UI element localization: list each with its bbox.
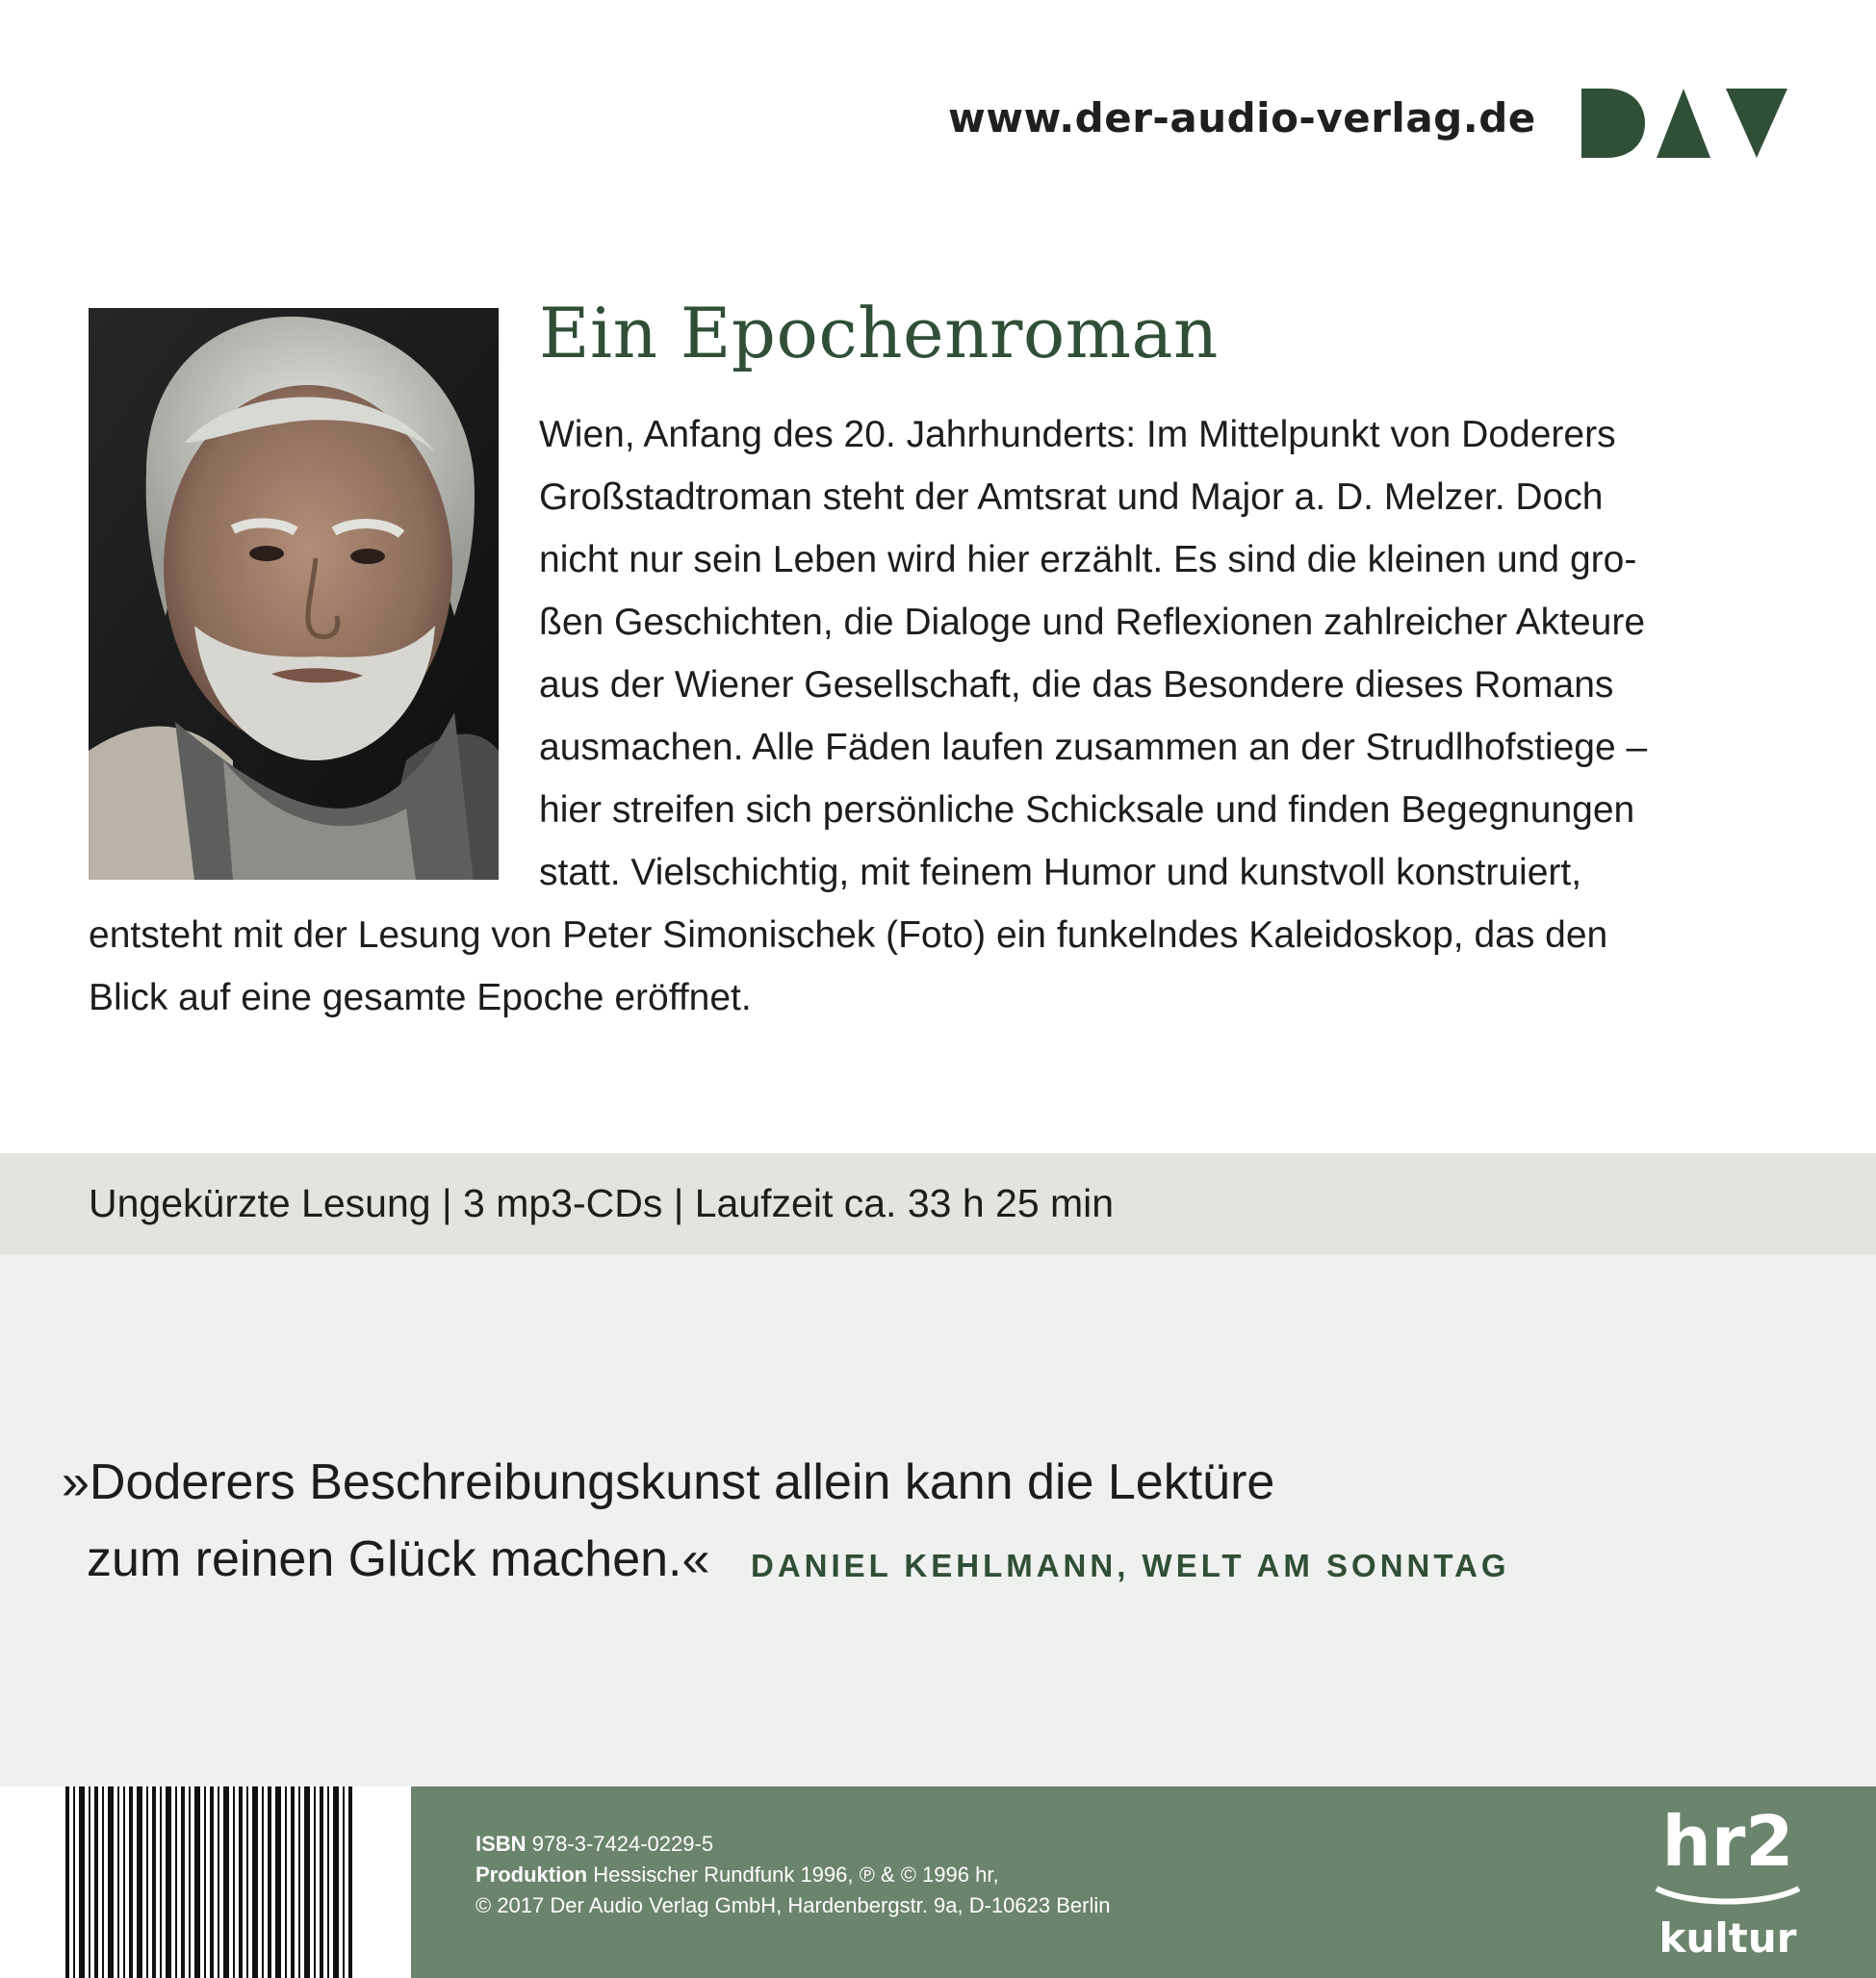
production-row — [475, 1860, 1110, 1890]
description-line: nicht nur sein Leben wird hier erzählt. Es sind die kleinen und gro- — [539, 539, 1637, 580]
quote-line-2: zum reinen Glück machen.« — [87, 1531, 710, 1587]
description-line: entsteht mit der Lesung von Peter Simonischek (Foto) ein funkelndes Kaleidoskop, das den — [89, 914, 1608, 956]
description-line: aus der Wiener Gesellschaft, die das Besondere dieses Romans — [539, 664, 1614, 706]
description-line: statt. Vielschichtig, mit feinem Humor und kunstvoll konstruiert, — [539, 852, 1582, 893]
description-line: ausmachen. Alle Fäden laufen zusammen an der Strudlhofstiege – — [539, 727, 1648, 768]
description-line: Großstadtroman steht der Amtsrat und Major a. D. Melzer. Doch — [539, 476, 1604, 518]
format-info: Ungekürzte Lesung | 3 mp3-CDs | Laufzeit ca. 33 h 25 min — [89, 1181, 1115, 1225]
quote-line-1: »Doderers Beschreibungskunst allein kann die Lektüre — [62, 1454, 1275, 1510]
footer-info — [475, 1829, 1110, 1921]
isbn-row — [475, 1829, 1110, 1860]
description-line: Wien, Anfang des 20. Jahrhunderts: Im Mittelpunkt von Doderers — [539, 414, 1616, 455]
description-title: Ein Epochenroman — [539, 293, 1219, 373]
hr2-kultur-logo — [1651, 1798, 1805, 1971]
description-line: ßen Geschichten, die Dialoge und Reflexionen zahlreicher Akteure — [539, 602, 1646, 643]
publisher-url[interactable]: www.der-audio-verlag.de — [948, 94, 1536, 141]
isbn-value: 978-3-7424-0229-5 — [531, 1832, 714, 1856]
svg-text:hr2: hr2 — [1661, 1801, 1794, 1882]
description-line: hier streifen sich persönliche Schicksale und finden Begegnungen — [539, 789, 1635, 831]
isbn-label: ISBN — [475, 1832, 527, 1856]
quote-area — [0, 1254, 1876, 1786]
barcode — [65, 1786, 354, 1978]
description-line: Blick auf eine gesamte Epoche eröffnet. — [89, 977, 752, 1018]
production-label: Produktion — [475, 1862, 588, 1887]
dav-logo — [1581, 89, 1787, 158]
description-text — [89, 403, 1819, 1029]
svg-text:kultur: kultur — [1658, 1914, 1797, 1962]
narrator-photo — [89, 308, 499, 880]
quote-attribution: DANIEL KEHLMANN, WELT AM SONNTAG — [751, 1548, 1510, 1583]
copyright-row: © 2017 Der Audio Verlag GmbH, Hardenbergstr. 9a, D-10623 Berlin — [475, 1893, 1111, 1917]
production-value: Hessischer Rundfunk 1996, ℗ & © 1996 hr, — [593, 1862, 999, 1887]
